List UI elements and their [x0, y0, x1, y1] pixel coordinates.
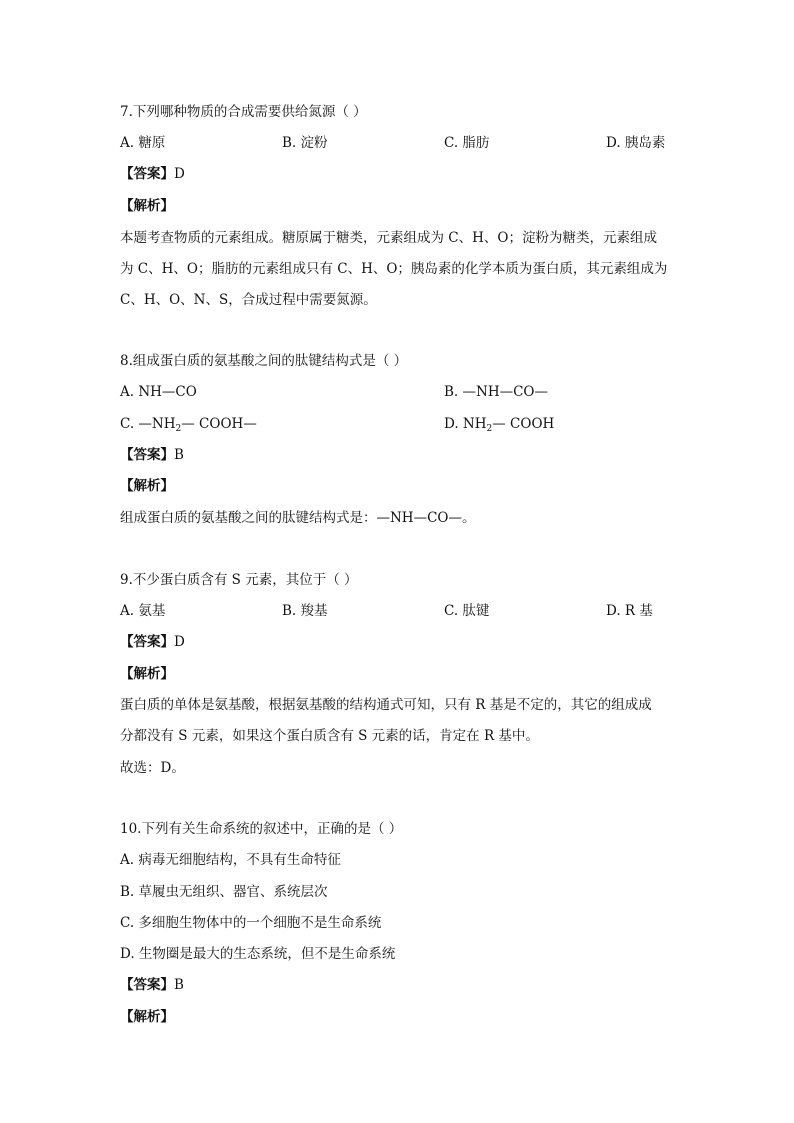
q9-option-a: A. 氨基 [120, 603, 166, 619]
q10-option-d: D. 生物圈是最大的生态系统，但不是生命系统 [120, 946, 396, 962]
question-9: 9.不少蛋白质含有 S 元素，其位于（ ） [120, 572, 358, 588]
q9-option-d: D. R 基 [606, 603, 653, 619]
answer-value: D [174, 166, 185, 182]
answer-value: B [174, 447, 184, 463]
q9-answer [120, 633, 185, 651]
q9-analysis-line-1: 蛋白质的单体是氨基酸，根据氨基酸的结构通式可知，只有 R 基是不定的，其它的组成成 [120, 697, 652, 713]
question-10: 10.下列有关生命系统的叙述中，正确的是（ ） [120, 821, 403, 837]
q7-option-a: A. 糖原 [120, 135, 166, 151]
answer-label: 【答案】 [120, 166, 174, 182]
q7-option-c: C. 脂肪 [444, 135, 490, 151]
q9-analysis-line-2: 分都没有 S 元素，如果这个蛋白质含有 S 元素的话，肯定在 R 基中。 [120, 728, 539, 744]
q8-option-a: A. NH—CO [120, 384, 197, 400]
q7-analysis-line-2: 为 C、H、O；脂肪的元素组成只有 C、H、O；胰岛素的化学本质为蛋白质，其元素组成为 [120, 261, 668, 277]
q9-option-c: C. 肽键 [444, 603, 490, 619]
answer-label: 【答案】 [120, 977, 174, 993]
q9-analysis-label: 【解析】 [120, 666, 174, 682]
answer-value: D [174, 634, 185, 650]
q8-option-b: B. —NH—CO— [444, 384, 548, 400]
answer-label: 【答案】 [120, 447, 174, 463]
q7-analysis-line-3: C、H、O、N、S，合成过程中需要氮源。 [120, 292, 377, 308]
q9-analysis-line-3: 故选：D。 [120, 760, 185, 776]
question-8: 8.组成蛋白质的氨基酸之间的肽键结构式是（ ） [120, 353, 408, 369]
q9-option-b: B. 羧基 [282, 603, 328, 619]
answer-label: 【答案】 [120, 634, 174, 650]
q7-analysis-label: 【解析】 [120, 198, 174, 214]
q10-answer [120, 976, 184, 994]
q8-analysis-label: 【解析】 [120, 478, 174, 494]
q8-analysis-line-1: 组成蛋白质的氨基酸之间的肽键结构式是：—NH—CO—。 [120, 510, 476, 526]
q7-analysis-line-1: 本题考查物质的元素组成。糖原属于糖类，元素组成为 C、H、O；淀粉为糖类，元素组成 [120, 230, 657, 246]
q7-option-b: B. 淀粉 [282, 135, 328, 151]
q7-option-d: D. 胰岛素 [606, 135, 666, 151]
question-7: 7.下列哪种物质的合成需要供给氮源（ ） [120, 104, 367, 120]
q8-option-c: C. $—NH_2—$ COOH— [120, 416, 257, 434]
q10-analysis-label: 【解析】 [120, 1009, 174, 1025]
q10-option-b: B. 草履虫无组织、器官、系统层次 [120, 884, 328, 900]
q8-option-d: D. $NH_2—$ COOH [444, 416, 555, 434]
q7-answer [120, 165, 185, 183]
answer-value: B [174, 977, 184, 993]
q8-answer [120, 446, 184, 464]
q10-option-a: A. 病毒无细胞结构，不具有生命特征 [120, 852, 341, 868]
q10-option-c: C. 多细胞生物体中的一个细胞不是生命系统 [120, 915, 382, 931]
